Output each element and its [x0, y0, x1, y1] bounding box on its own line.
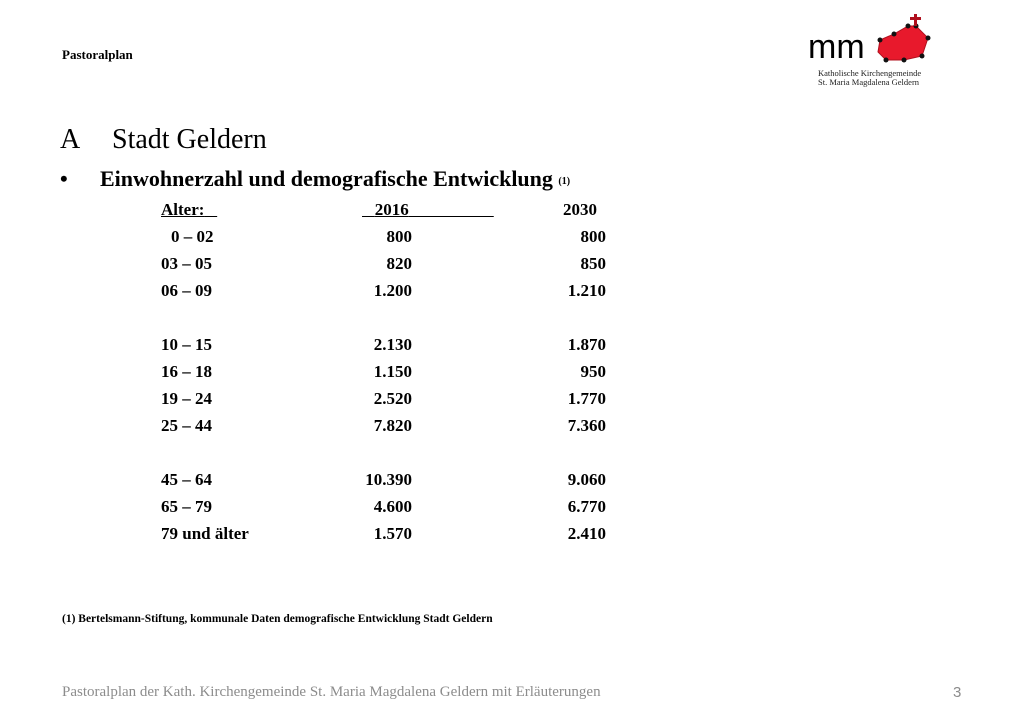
logo-line-1: Katholische Kirchengemeinde: [818, 68, 922, 78]
value-2016-cell: 7.820: [373, 416, 412, 435]
age-cell: 10 – 15: [161, 335, 212, 354]
parish-logo: [806, 12, 936, 87]
value-2030-cell: 1.770: [567, 389, 606, 408]
age-cell: 03 – 05: [161, 254, 212, 273]
age-cell: 65 – 79: [161, 497, 212, 516]
value-2016-cell: 800: [386, 227, 412, 246]
logo-wordmark: mm: [808, 28, 865, 66]
value-2030-cell: 1.210: [567, 281, 606, 300]
value-2030-cell: 9.060: [567, 470, 606, 489]
section-title: [60, 124, 267, 156]
value-2030-cell: 800: [580, 227, 606, 246]
bullet-icon: •: [60, 166, 68, 191]
value-2016-cell: 820: [386, 254, 412, 273]
page-number: 3: [953, 684, 962, 701]
value-2030-cell: 1.870: [567, 335, 606, 354]
value-2016-cell: 4.600: [373, 497, 412, 516]
bullet-text: Einwohnerzahl und demografische Entwicklung: [100, 166, 553, 191]
age-cell: 25 – 44: [161, 416, 212, 435]
footnote: (1) Bertelsmann-Stiftung, kommunale Daten demografische Entwicklung Stadt Geldern: [62, 613, 493, 625]
age-cell: 19 – 24: [161, 389, 212, 408]
value-2030-cell: 7.360: [567, 416, 606, 435]
section-title-text: Stadt Geldern: [112, 124, 267, 155]
age-cell: 45 – 64: [161, 470, 212, 489]
age-cell: 0 – 02: [171, 227, 214, 246]
value-2016-cell: 1.150: [373, 362, 412, 381]
age-cell: 06 – 09: [161, 281, 212, 300]
footnote-marker: (1): [558, 176, 571, 187]
church-mm-logo-graphic: [806, 12, 936, 68]
value-2016-cell: 1.200: [373, 281, 412, 300]
value-2030-cell: 950: [580, 362, 606, 381]
value-2030-cell: 6.770: [567, 497, 606, 516]
section-letter: A: [60, 124, 81, 155]
footer-text: Pastoralplan der Kath. Kirchengemeinde St. Maria Magdalena Geldern mit Erläuterungen: [62, 684, 601, 700]
value-2016-cell: 2.130: [373, 335, 412, 354]
logo-line-2: St. Maria Magdalena Geldern: [818, 77, 920, 87]
value-2030-cell: 2.410: [567, 524, 606, 543]
header-label: Pastoralplan: [62, 47, 133, 62]
age-cell: 79 und älter: [161, 524, 249, 543]
value-2030-cell: 850: [580, 254, 606, 273]
header-age: Alter:: [161, 200, 205, 219]
age-cell: 16 – 18: [161, 362, 212, 381]
bullet-heading: [60, 166, 570, 192]
value-2016-cell: 2.520: [373, 389, 412, 408]
header-2030: 2030: [563, 200, 597, 219]
value-2016-cell: 10.390: [365, 470, 412, 489]
header-2016: 2016: [374, 200, 409, 219]
value-2016-cell: 1.570: [373, 524, 412, 543]
